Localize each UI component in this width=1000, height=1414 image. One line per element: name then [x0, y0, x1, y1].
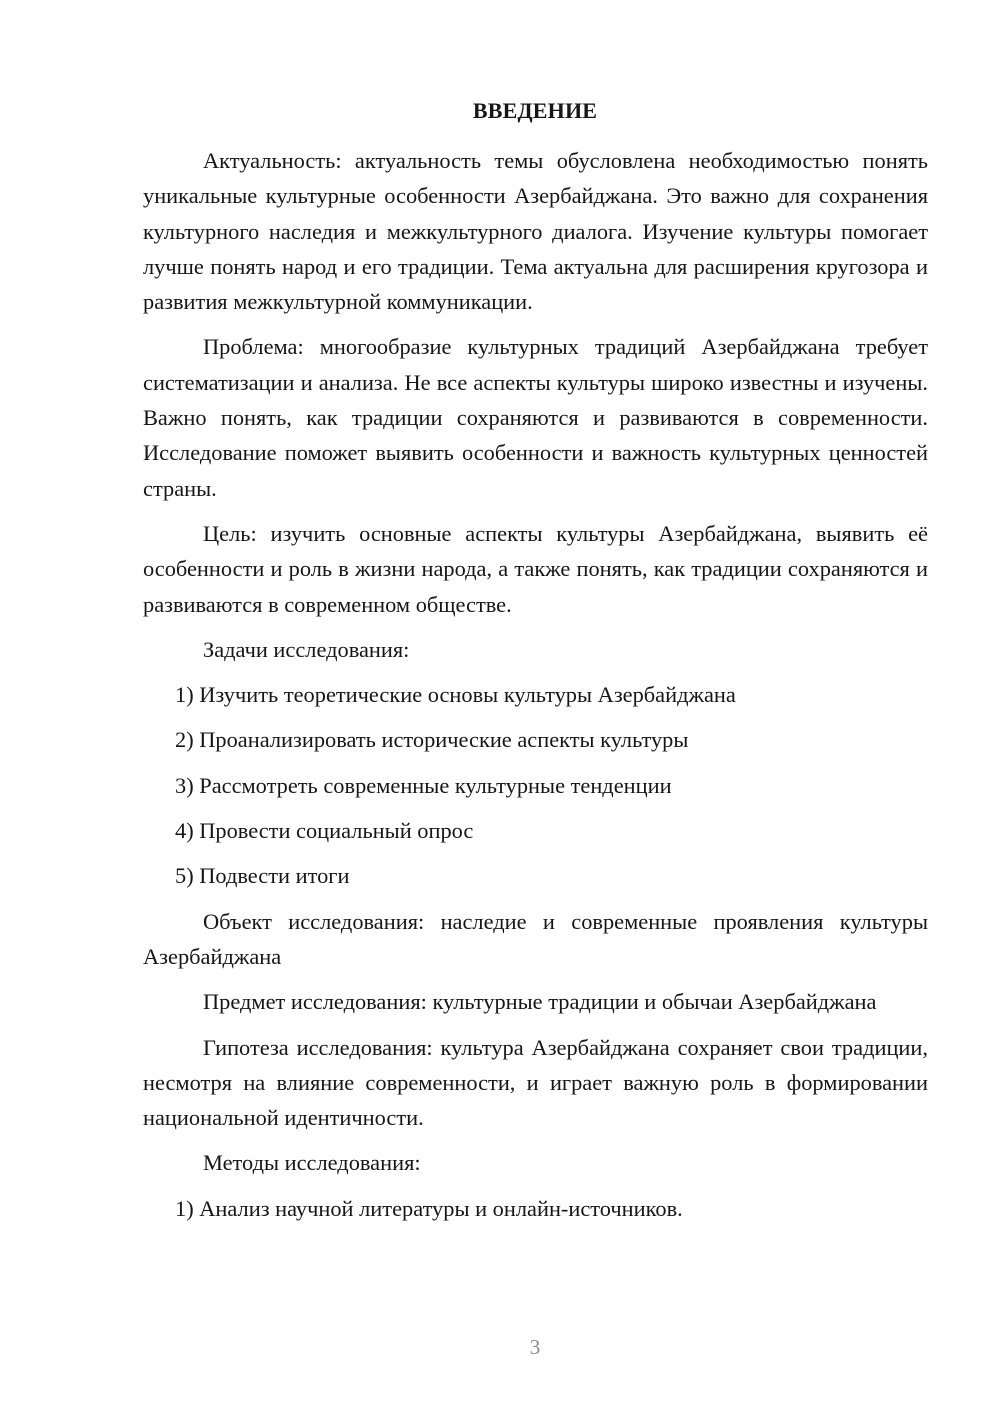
relevance-paragraph: Актуальность: актуальность темы обусловлена необходимостью понять уникальные культурные особенности Азербайджана. Это важно для сохранения культурного наследия и межкультурного диалога. Изучение культуры помогает лучше понять народ и его традиции. Тема актуальна для расширения кругозора и развития межкультурной коммуникации.	[143, 148, 928, 315]
hypothesis-paragraph: Гипотеза исследования: культура Азербайджана сохраняет свои традиции, несмотря на влияние современности, и играет важную роль в формировании национальной идентичности.	[143, 1034, 928, 1131]
object-paragraph: Объект исследования: наследие и современные проявления культуры Азербайджана	[143, 908, 928, 969]
goal-paragraph: Цель: изучить основные аспекты культуры Азербайджана, выявить её особенности и роль в жизни народа, а также понять, как традиции сохраняются и развиваются в современном обществе.	[143, 520, 928, 617]
task-item: 5) Подвести итоги	[175, 863, 350, 889]
tasks-heading: Задачи исследования:	[203, 636, 410, 662]
problem-paragraph: Проблема: многообразие культурных традиций Азербайджана требует систематизации и анализа. Не все аспекты культуры широко известны и изучены. Важно понять, как традиции сохраняются и развиваются в современности. Исследование поможет выявить особенности и важность культурных ценностей страны.	[143, 334, 928, 501]
task-item: 1) Изучить теоретические основы культуры Азербайджана	[175, 682, 736, 708]
task-item: 4) Провести социальный опрос	[175, 818, 474, 844]
task-item: 2) Проанализировать исторические аспекты культуры	[175, 727, 689, 753]
page-number: 3	[529, 1335, 541, 1359]
task-item: 3) Рассмотреть современные культурные тенденции	[175, 772, 672, 798]
subject-paragraph: Предмет исследования: культурные традиции и обычаи Азербайджана	[203, 989, 877, 1015]
methods-heading: Методы исследования:	[203, 1150, 421, 1176]
section-title: ВВЕДЕНИЕ	[472, 98, 598, 123]
document-body	[143, 143, 928, 1226]
method-item: 1) Анализ научной литературы и онлайн-источников.	[175, 1195, 683, 1221]
